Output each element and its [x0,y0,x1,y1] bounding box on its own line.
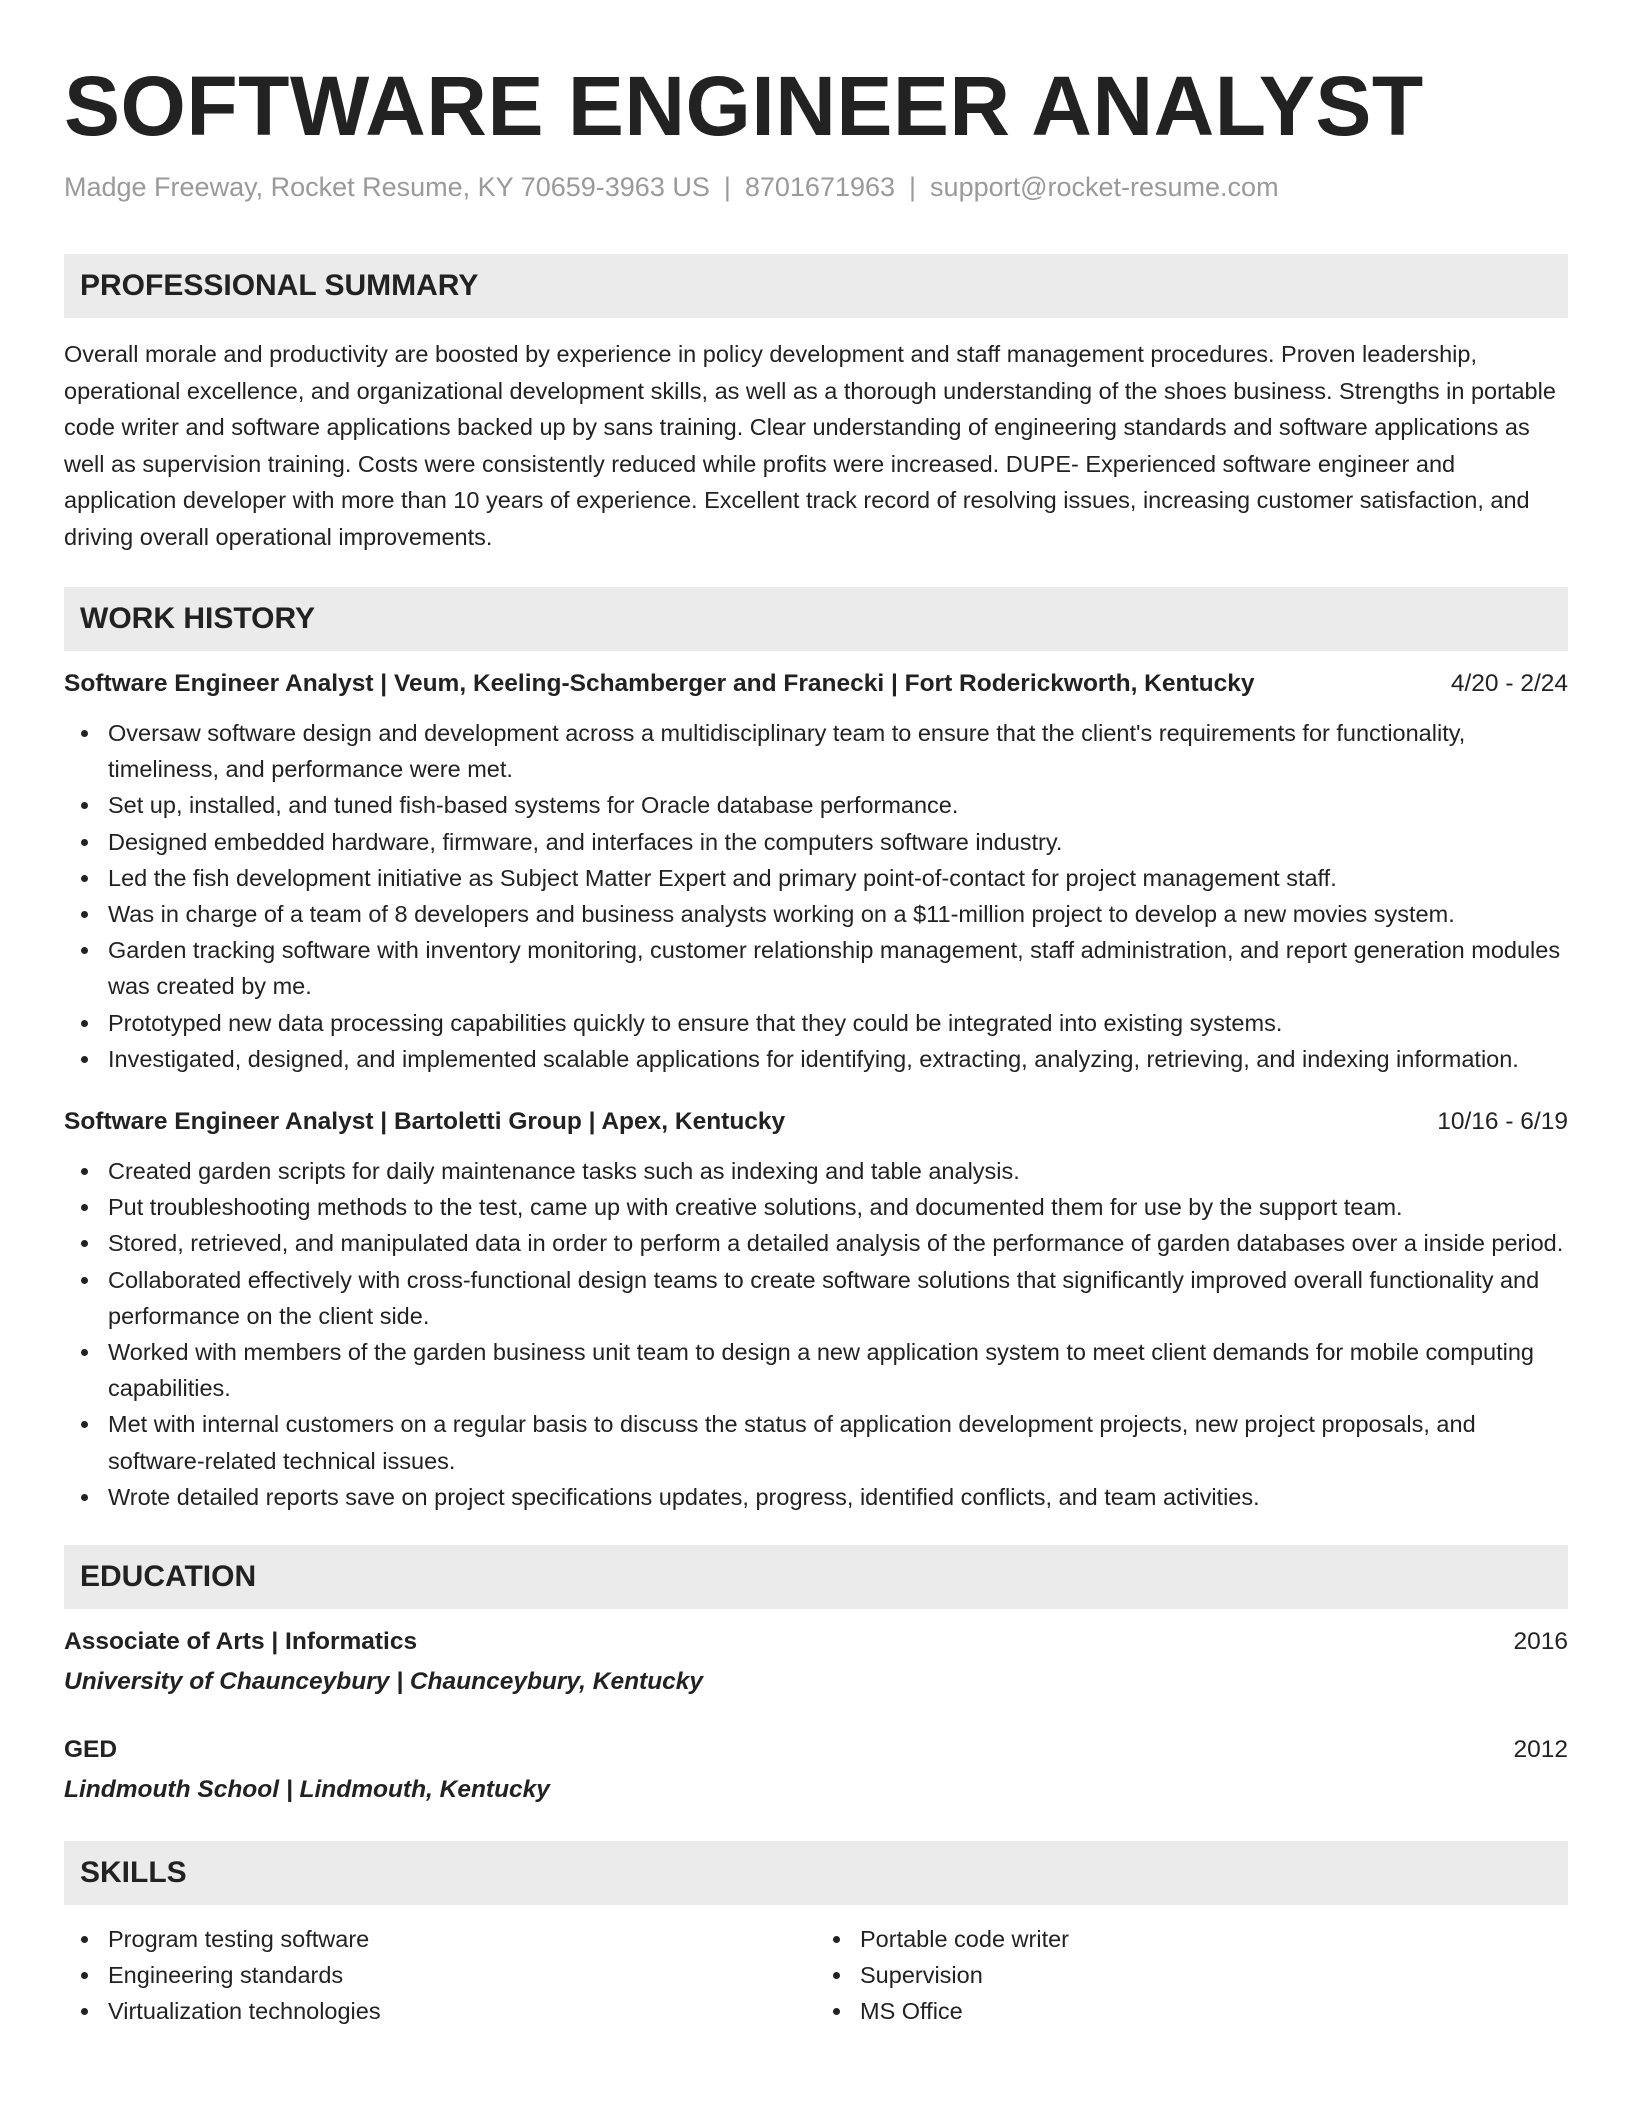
list-item: MS Office [816,1993,1568,2029]
list-item: Stored, retrieved, and manipulated data in order to perform a detailed analysis of the performance of garden databases over a inside period. [64,1225,1568,1261]
list-item: Prototyped new data processing capabilities quickly to ensure that they could be integrated into existing systems. [64,1005,1568,1041]
list-item: Investigated, designed, and implemented scalable applications for identifying, extracting, analyzing, retrieving, and indexing information. [64,1041,1568,1077]
education-school: University of Chaunceybury | Chaunceybury, Kentucky [64,1668,704,1696]
list-item: Worked with members of the garden business unit team to design a new application system to meet client demands for mobile computing capabilities. [64,1334,1568,1406]
list-item: Led the fish development initiative as Subject Matter Expert and primary point-of-contact for project management staff. [64,860,1568,896]
education-heading-row [64,1733,1568,1767]
list-item: Garden tracking software with inventory monitoring, customer relationship management, staff administration, and report generation modules was created by me. [64,932,1568,1004]
job-dates: 4/20 - 2/24 [1450,670,1568,697]
list-item: Program testing software [64,1921,816,1957]
education-year: 2016 [1513,1628,1568,1656]
job-entry [64,1105,1568,1515]
list-item: Created garden scripts for daily maintenance tasks such as indexing and table analysis. [64,1153,1568,1189]
summary-text: Overall morale and productivity are boosted by experience in policy development and staff management procedures. Proven leadership, operational excellence, and organizational development skills, as well as a thorough understanding of the shoes business. Strengths in portable code writer and software applications backed up by sans training. Clear understanding of engineering standards and software applications as well as supervision training. Costs were consistently reduced while profits were increased. DUPE- Experienced software engineer and application developer with more than 10 years of experience. Excellent track record of resolving issues, increasing customer satisfaction, and driving overall operational improvements. [64,341,1556,550]
list-item: Portable code writer [816,1921,1568,1957]
section-header-work-history: WORK HISTORY [64,587,1568,651]
list-item: Met with internal customers on a regular basis to discuss the status of application development projects, new project proposals, and software-related technical issues. [64,1406,1568,1478]
list-item: Engineering standards [64,1957,816,1993]
list-item: Supervision [816,1957,1568,1993]
list-item: Oversaw software design and development across a multidisciplinary team to ensure that the client's requirements for functionality, timeliness, and performance were met. [64,715,1568,787]
list-item: Put troubleshooting methods to the test, came up with creative solutions, and documented them for use by the support team. [64,1189,1568,1225]
job-heading-row [64,667,1568,701]
candidate-name: SOFTWARE ENGINEER ANALYST [64,59,1424,153]
contact-separator: | [909,172,917,202]
job-bullets [64,1153,1568,1515]
contact-email: support@rocket-resume.com [930,172,1279,202]
section-header-education: EDUCATION [64,1545,1568,1609]
education-school: Lindmouth School | Lindmouth, Kentucky [64,1776,550,1804]
section-header-skills: SKILLS [64,1841,1568,1905]
contact-address: Madge Freeway, Rocket Resume, KY 70659-3963 US [64,172,710,202]
skills-column-right [816,1921,1568,2030]
skills-bullets [816,1921,1568,2030]
job-dates: 10/16 - 6/19 [1437,1108,1568,1136]
list-item: Designed embedded hardware, firmware, and interfaces in the computers software industry. [64,824,1568,860]
list-item: Was in charge of a team of 8 developers and business analysts working on a $11-million project to develop a new movies system. [64,896,1568,932]
job-heading-row [64,1105,1568,1139]
list-item: Collaborated effectively with cross-functional design teams to create software solutions that significantly improved overall functionality and performance on the client side. [64,1262,1568,1334]
contact-separator: | [723,172,731,202]
skills-list [64,1921,1568,2030]
education-degree: Associate of Arts | Informatics [64,1628,418,1656]
contact-phone: 8701671963 [744,172,896,202]
list-item: Wrote detailed reports save on project specifications updates, progress, identified conflicts, and team activities. [64,1479,1568,1515]
education-entry [64,1733,1568,1807]
job-heading: Software Engineer Analyst | Veum, Keeling-Schamberger and Franecki | Fort Roderickworth, Kentucky [64,670,1255,697]
job-bullets [64,715,1568,1077]
education-entry [64,1625,1568,1699]
list-item: Virtualization technologies [64,1993,816,2029]
list-item: Set up, installed, and tuned fish-based systems for Oracle database performance. [64,787,1568,823]
section-header-summary: PROFESSIONAL SUMMARY [64,254,1568,318]
job-heading: Software Engineer Analyst | Bartoletti Group | Apex, Kentucky [64,1108,786,1136]
education-degree: GED [64,1736,118,1764]
contact-line [64,170,1568,204]
education-heading-row [64,1625,1568,1659]
skills-column-left [64,1921,816,2030]
skills-bullets [64,1921,816,2030]
job-entry [64,667,1568,1077]
education-year: 2012 [1513,1736,1568,1764]
